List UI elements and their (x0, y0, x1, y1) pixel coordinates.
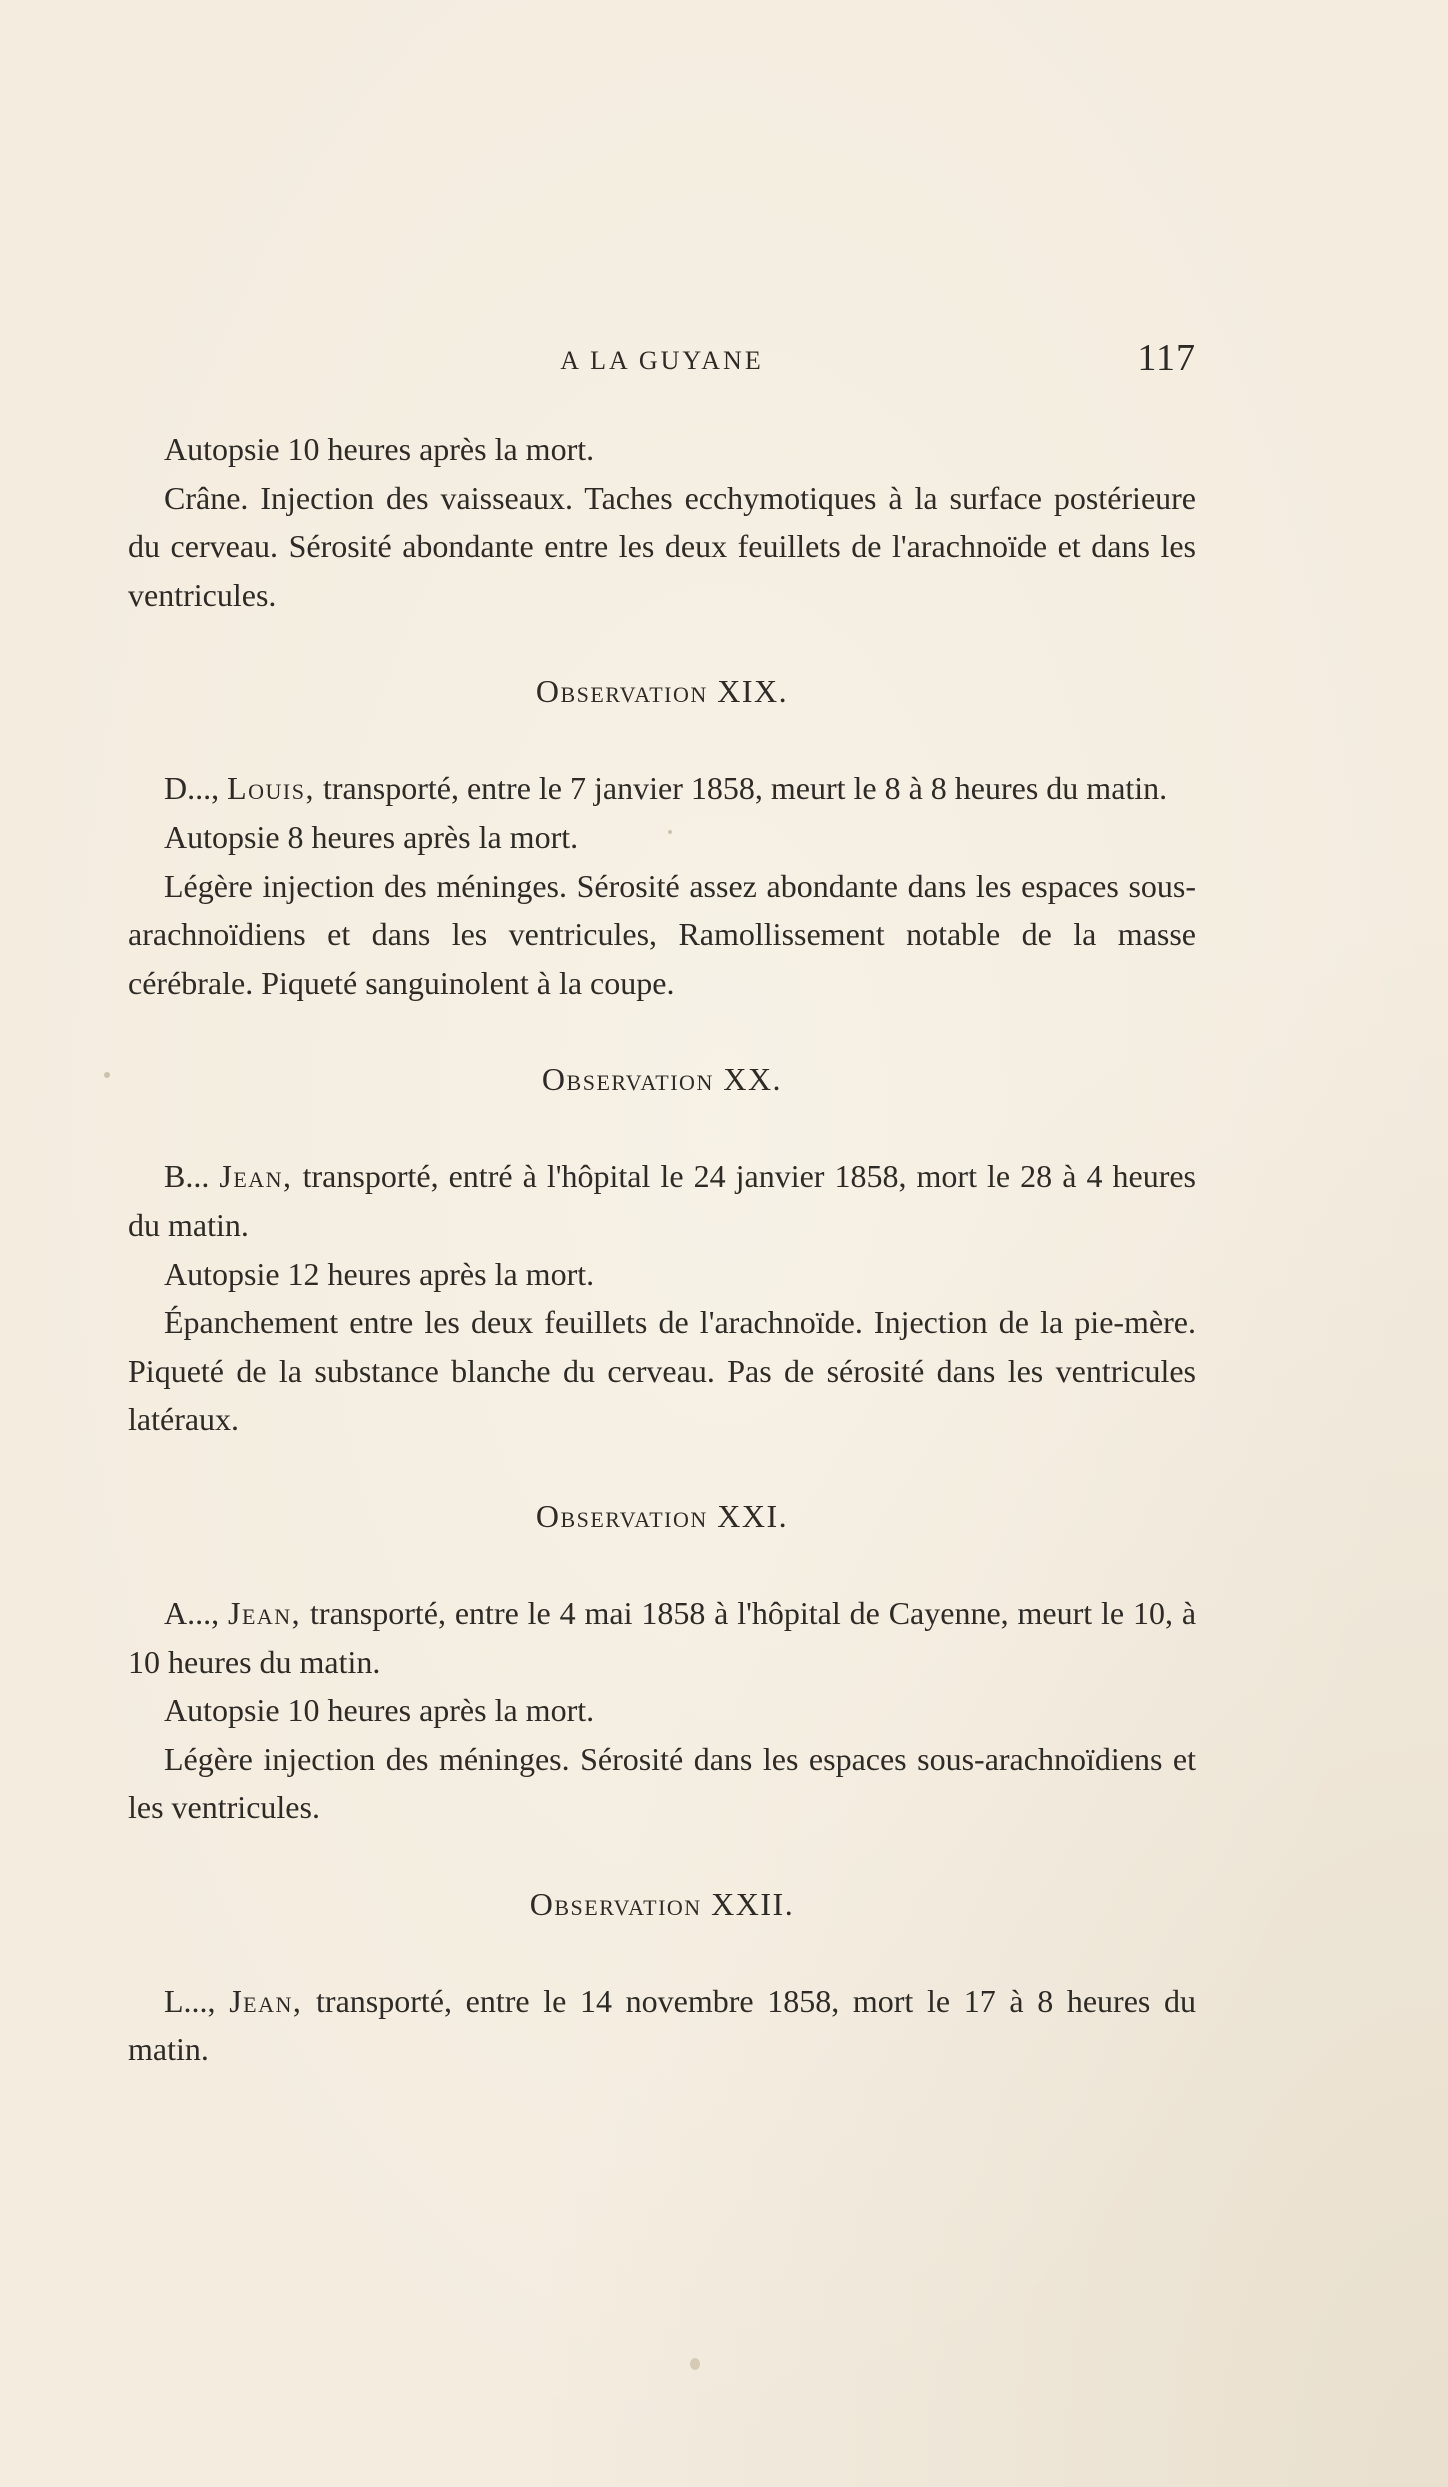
paper-speck (668, 830, 672, 834)
intro-autopsy: Autopsie 10 heures après la mort. (164, 431, 595, 467)
observation-20-title: Observation XX. (541, 1061, 783, 1098)
observation-20-details: transporté, entré à l'hôpital le 24 janvier 1858, mort le 28 à 4 heures du matin. (128, 1158, 1197, 1243)
observation-21-case (128, 1589, 1196, 1686)
observation-20-case (128, 1152, 1196, 1249)
paper-speck (690, 2358, 700, 2370)
observation-20-name: Jean, (219, 1158, 293, 1195)
observation-21-details: transporté, entre le 4 mai 1858 à l'hôpital de Cayenne, meurt le 10, à 10 heures du matin. (128, 1594, 1197, 1680)
observation-22-details: transporté, entre le 14 novembre 1858, mort le 17 à 8 heures du matin. (128, 1982, 1197, 2068)
page-header (128, 336, 1196, 386)
observation-19-autopsy: Autopsie 8 heures après la mort. (164, 818, 579, 855)
observation-21-findings: Légère injection des méninges. Sérosité dans les espaces sous-arachnoïdiens et les ventricules. (128, 1740, 1196, 1826)
observation-21-autopsy: Autopsie 10 heures après la mort. (164, 1692, 595, 1729)
observation-22-name-prefix: L..., (164, 1982, 216, 2019)
running-head: A LA GUYANE (560, 346, 764, 375)
observation-20-name-prefix: B... (164, 1158, 210, 1195)
observation-21-name-prefix: A..., (164, 1594, 220, 1631)
observation-19-details: transporté, entre le 7 janvier 1858, meurt le 8 à 8 heures du matin. (323, 770, 1168, 807)
intro-findings: Crâne. Injection des vaisseaux. Taches ecchymotiques à la surface postérieure du cerveau. Sérosité abondante entre les deux feuillets de l'arachnoïde et dans les ventricules. (128, 479, 1196, 613)
page-number: 117 (1137, 337, 1196, 379)
observation-22-name: Jean, (229, 1982, 303, 2019)
observation-20-findings: Épanchement entre les deux feuillets de l'arachnoïde. Injection de la pie-mère. Piqueté de la substance blanche du cerveau. Pas de sérosité dans les ventricules latéraux. (128, 1304, 1196, 1438)
observation-22-title: Observation XXII. (529, 1885, 795, 1922)
observation-19-name-prefix: D..., (164, 770, 220, 807)
paper-speck (104, 1072, 110, 1078)
observation-19-case (128, 764, 1196, 813)
observation-20-autopsy: Autopsie 12 heures après la mort. (164, 1255, 595, 1292)
observation-19-name: Louis, (227, 770, 315, 807)
observation-19-title: Observation XIX. (535, 673, 789, 710)
observation-22-case (128, 1977, 1196, 2074)
page-body (128, 425, 1196, 2074)
observation-21-title: Observation XXI. (535, 1497, 789, 1534)
observation-19-findings: Légère injection des méninges. Sérosité assez abondante dans les espaces sous-arachnoïdiens et dans les ventricules, Ramollissement notable de la masse cérébrale. Piqueté sanguinolent à la coupe. (128, 867, 1196, 1001)
observation-21-name: Jean, (227, 1594, 302, 1631)
